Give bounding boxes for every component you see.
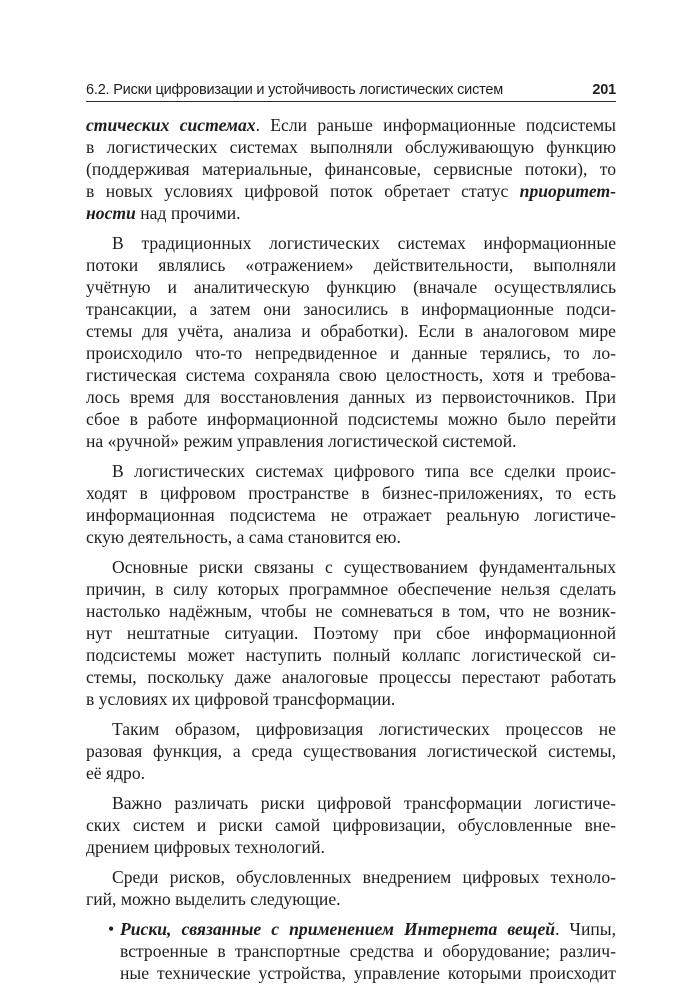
text-line: лось время для восстановления данных из первоисточников. При: [86, 387, 616, 407]
paragraph-2: [86, 232, 616, 452]
text-line: встроенные в транспортные средства и оборудование; различ-: [120, 941, 616, 961]
text-line: информационная подсистема не отражает реальную логистиче-: [86, 505, 616, 525]
text-line: трансакции, а затем они заносились в информационные подси-: [86, 299, 616, 319]
text-line: подсистемы может наступить полный коллапс логистической си-: [86, 645, 616, 665]
running-head: [86, 76, 616, 98]
text-line: (поддерживая материальные, финансовые, сервисные потоки), то: [86, 159, 616, 179]
text-line: в логистических системах выполняли обслуживающую функцию: [86, 137, 616, 157]
text-line: потоки являлись «отражением» действительности, выполняли: [86, 255, 616, 275]
text-line: ских систем и риски самой цифровизации, обусловленные вне-: [86, 815, 616, 835]
text-line: ходят в цифровом пространстве в бизнес-приложениях, то есть: [86, 483, 616, 503]
text-line: разовая функция, а среда существования логистической системы,: [86, 741, 616, 761]
text-line: настолько надёжным, чтобы не сомневаться в том, что не возник-: [86, 601, 616, 621]
text-line: гий, можно выделить следующие.: [86, 889, 341, 909]
text-line: Основные риски связаны с существованием фундаментальных: [112, 557, 616, 577]
text-line: В логистических системах цифрового типа все сделки проис-: [112, 461, 616, 481]
paragraph-3: [86, 460, 616, 548]
text-line: гистическая система сохраняла свою целостность, хотя и требова-: [86, 365, 616, 385]
chapter-section-title: 6.2. Риски цифровизации и устойчивость логистических систем: [86, 82, 504, 98]
text-line: её ядро.: [86, 763, 146, 783]
text-line: стемы для учёта, анализа и обработки). Если в аналоговом мире: [86, 321, 616, 341]
text-line: Среди рисков, обусловленных внедрением цифровых техноло-: [112, 867, 616, 887]
text-line: ности над прочими.: [86, 203, 241, 223]
text-line: стемы, поскольку даже аналоговые процессы перестают работать: [86, 667, 616, 687]
text-line: дрением цифровых технологий.: [86, 837, 325, 857]
text-line: скую деятельность, а сама становится ею.: [86, 527, 401, 547]
header-rule: [86, 101, 616, 102]
paragraph-4: [86, 556, 616, 710]
text-line: • Риски, связанные с применением Интернета вещей. Чипы,: [108, 919, 616, 939]
body-text: [86, 114, 616, 984]
page-number: 201: [592, 82, 616, 98]
text-line: в новых условиях цифровой поток обретает статус приоритет-: [86, 181, 616, 201]
text-line: ные технические устройства, управление которыми происходит: [120, 963, 616, 983]
text-line: стических системах. Если раньше информационные подсистемы: [86, 115, 616, 135]
text-line: нут нештатные ситуации. Поэтому при сбое информационной: [86, 623, 616, 643]
paragraph-6: [86, 792, 616, 858]
paragraph-5: [86, 718, 616, 784]
bullet-marker: •: [108, 919, 115, 939]
text-line: сбое в работе информационной подсистемы можно было перейти: [86, 409, 616, 429]
bullet-item: [86, 918, 616, 984]
paragraph-7: [86, 866, 616, 910]
text-line: причин, в силу которых программное обеспечение нельзя сделать: [86, 579, 616, 599]
text-line: учётную и аналитическую функцию (вначале осуществлялись: [86, 277, 616, 297]
paragraph-1: [86, 114, 616, 224]
text-line: в условиях их цифровой трансформации.: [86, 689, 396, 709]
text-line: происходило что-то непредвиденное и данные терялись, то ло-: [86, 343, 616, 363]
text-line: В традиционных логистических системах информационные: [112, 233, 616, 253]
text-line: на «ручной» режим управления логистической системой.: [86, 431, 517, 451]
text-line: Важно различать риски цифровой трансформации логистиче-: [112, 793, 616, 813]
text-line: Таким образом, цифровизация логистических процессов не: [112, 719, 616, 739]
